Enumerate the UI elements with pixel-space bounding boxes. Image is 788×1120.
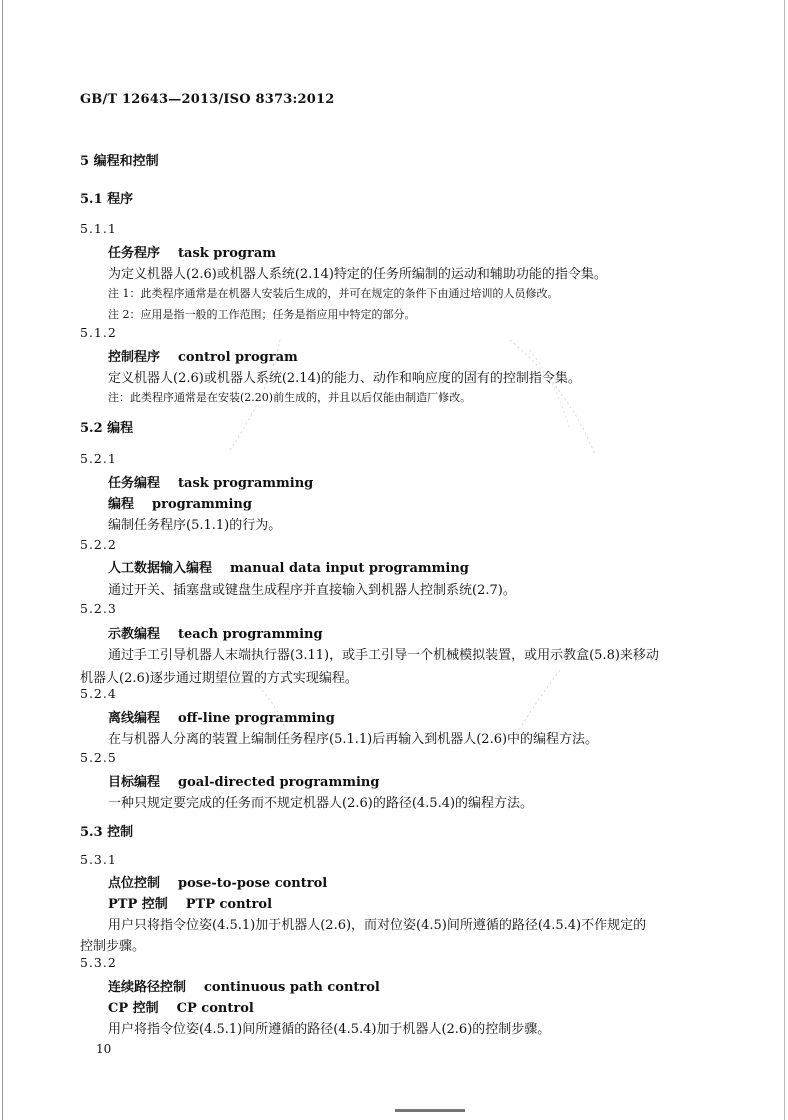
definition-text: 定义机器人(2.6)或机器人系统(2.14)的能力、动作和响应度的固有的控制指令集。 [108,371,581,386]
note-text: 注 2：应用是指一般的工作范围；任务是指应用中特定的部分。 [108,308,416,321]
clause-number: 5.1.2 [80,325,117,340]
term-zh: 离线编程 [108,711,161,726]
definition-text: 为定义机器人(2.6)或机器人系统(2.14)特定的任务所编制的运动和辅助功能的指令集。 [108,267,607,282]
clause-number: 5.2.2 [80,537,117,552]
definition-text-continued: 机器人(2.6)逐步通过期望位置的方式实现编程。 [80,671,358,686]
scan-bottom-mark [395,1109,465,1112]
term-zh: 连续路径控制 [108,980,187,995]
term-en: task programming [178,476,314,491]
definition-text: 编制任务程序(5.1.1)的行为。 [108,518,282,533]
term-zh: 示教编程 [108,627,161,642]
term-zh: 任务程序 [108,246,161,261]
term-en: pose-to-pose control [178,876,328,891]
term-entry [108,493,252,512]
clause-number: 5.3.2 [80,955,117,970]
definition-text: 在与机器人分离的装置上编制任务程序(5.1.1)后再输入到机器人(2.6)中的编程方法。 [108,732,599,747]
term-zh: 任务编程 [108,476,161,491]
term-entry [108,707,335,726]
term-en: off-line programming [178,711,335,726]
clause-number: 5.1.1 [80,221,117,236]
term-entry [108,472,313,491]
term-en: PTP control [185,897,273,912]
term-zh: 控制程序 [108,350,161,365]
section-heading: 5.1 程序 [80,192,134,207]
clause-number: 5.2.3 [80,601,117,616]
clause-number: 5.3.1 [80,852,117,867]
term-entry [108,771,379,790]
definition-text-continued: 控制步骤。 [80,939,146,954]
definition-text: 通过手工引导机器人末端执行器(3.11)，或手工引导一个机械模拟装置，或用示教盒(5.8)来移动 [108,648,659,663]
note-text: 注 1：此类程序通常是在机器人安装后生成的，并可在规定的条件下由通过培训的人员修改。 [108,287,559,300]
term-en: continuous path control [204,980,380,995]
term-zh: 点位控制 [108,876,161,891]
section-heading: 5 编程和控制 [80,154,159,169]
section-heading: 5.3 控制 [80,825,134,840]
term-zh: PTP 控制 [108,897,168,912]
term-entry [108,872,327,891]
term-entry [108,976,380,995]
term-entry [108,242,276,261]
definition-text: 用户将指令位姿(4.5.1)间所遵循的路径(4.5.4)加于机器人(2.6)的控制步骤。 [108,1022,551,1037]
term-entry [108,997,254,1016]
term-en: teach programming [178,627,323,642]
note-text: 注：此类程序通常是在安装(2.20)前生成的，并且以后仅能由制造厂修改。 [108,391,472,404]
term-entry [108,346,298,365]
page-number: 10 [96,1042,112,1056]
section-heading: 5.2 编程 [80,421,134,436]
term-en: goal-directed programming [178,775,380,790]
definition-text: 通过开关、插塞盘或键盘生成程序并直接输入到机器人控制系统(2.7)。 [108,583,516,598]
definition-text: 一种只规定要完成的任务而不规定机器人(2.6)的路径(4.5.4)的编程方法。 [108,796,534,811]
term-en: task program [178,246,277,261]
page-edge-right [784,0,785,1120]
page-edge-left [2,0,3,1120]
standard-number-header: GB/T 12643—2013/ISO 8373:2012 [80,92,335,107]
definition-text: 用户只将指令位姿(4.5.1)加于机器人(2.6)，而对位姿(4.5)间所遵循的路径(4.5.4)不作规定的 [108,918,647,933]
term-entry [108,893,272,912]
term-entry [108,623,323,642]
clause-number: 5.2.4 [80,686,117,701]
term-en: programming [152,497,252,512]
term-zh: 人工数据输入编程 [108,561,213,576]
term-zh: 目标编程 [108,775,161,790]
term-en: control program [178,350,298,365]
term-en: manual data input programming [230,561,469,576]
clause-number: 5.2.5 [80,750,117,765]
clause-number: 5.2.1 [80,451,117,466]
term-en: CP control [176,1001,254,1016]
term-zh: 编程 [108,497,135,512]
term-zh: CP 控制 [108,1001,159,1016]
term-entry [108,557,469,576]
